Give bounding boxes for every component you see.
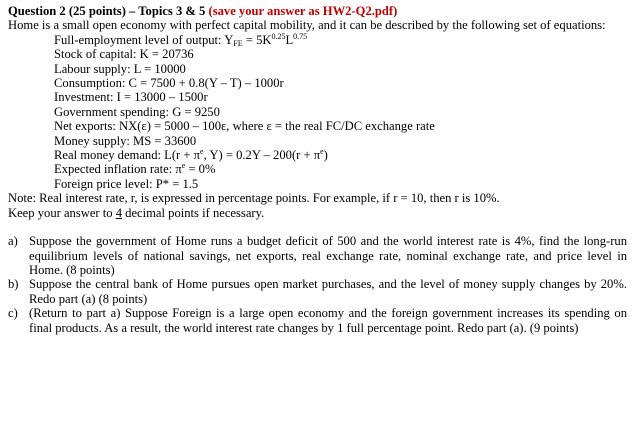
eq-net-exports: Net exports: NX(ε) = 5000 – 100ε, where ε = the real FC/DC exchange rate — [54, 119, 435, 134]
question-heading — [8, 4, 627, 18]
eq-expected-inflation: Expected inflation rate: $\pi^e = 0\%$ — [54, 161, 216, 177]
part-a — [8, 234, 627, 277]
keep-decimals-text: Keep your answer to 4 decimal points if necessary. — [8, 205, 265, 220]
equation-list — [8, 33, 627, 191]
part-label: a) — [8, 234, 18, 249]
part-label: b) — [8, 277, 19, 292]
part-text: Suppose the government of Home runs a budget deficit of 500 and the world interest rate is 4%, find the long-run equilibrium levels of national savings, net exports, real exchange rate, nominal exchange rate, and price level in Home. (8 points) — [29, 234, 627, 277]
eq-capital: Stock of capital: K = 20736 — [54, 47, 194, 62]
eq-labour: Labour supply: L = 10000 — [54, 61, 186, 76]
eq-foreign-price: Foreign price level: P* = 1.5 — [54, 176, 199, 191]
eq-investment: Investment: I = 13000 – 1500r — [54, 90, 208, 105]
eq-government: Government spending: G = 9250 — [54, 104, 220, 119]
part-b — [8, 277, 627, 306]
eq-consumption: Consumption: C = 7500 + 0.8(Y – T) – 1000r — [54, 76, 284, 91]
part-label: c) — [8, 306, 18, 321]
question-title: Question 2 (25 points) – Topics 3 & 5 — [8, 4, 206, 18]
part-text: Suppose the central bank of Home pursues open market purchases, and the level of money supply changes by 20%. Redo part (a) (8 points) — [29, 277, 627, 306]
note-text: Note: Real interest rate, r, is expressed in percentage points. For example, if r = 10, then r is 10%. — [8, 191, 500, 206]
part-text: (Return to part a) Suppose Foreign is a large open economy and the foreign government increases its spending on final products. As a result, the world interest rate changes by 1 full percentage point. Redo part (a). (9 points) — [29, 306, 627, 335]
save-instruction: (save your answer as HW2-Q2.pdf) — [208, 4, 398, 18]
part-c — [8, 306, 627, 335]
eq-full-employment: Full-employment level of output: $Y_{FE} = 5K^{0.25}L^{0.75}$ — [54, 31, 308, 48]
eq-money-supply: Money supply: MS = 33600 — [54, 133, 197, 148]
eq-money-demand: Real money demand: $L(r + \pi^e$, $Y) = 0.2Y - 200(r + \pi^e)$ — [54, 147, 328, 163]
intro-paragraph: Home is a small open economy with perfect capital mobility, and it can be described by the following set of equations: — [8, 18, 606, 33]
